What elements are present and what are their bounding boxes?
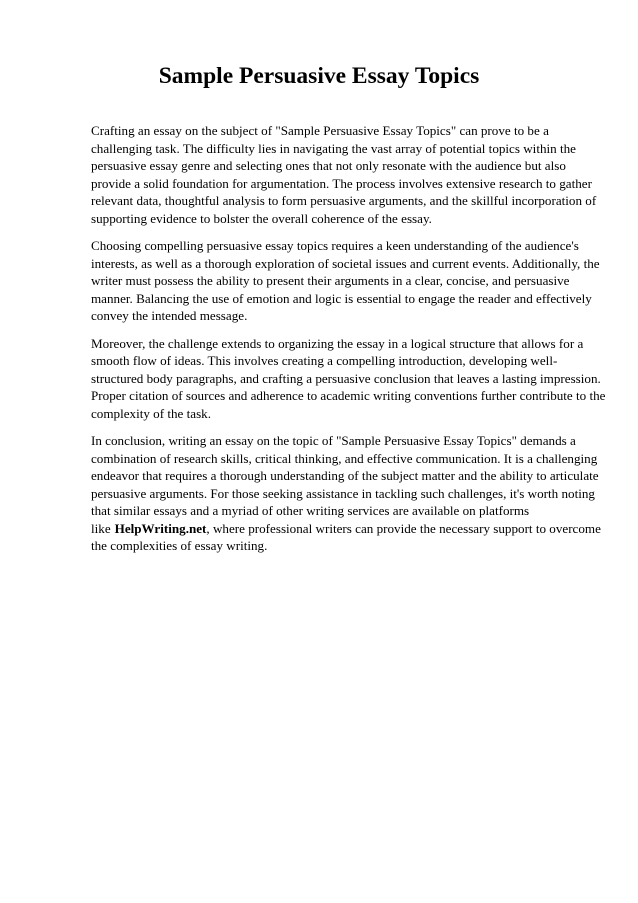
- document-title: Sample Persuasive Essay Topics: [158, 63, 480, 89]
- conclusion-text-before: In conclusion, writing an essay on the topic of "Sample Persuasive Essay Topics" demands a combination of research skills, critical thinking, and effective communication. It is a challenging endeavor that requires a thorough understanding of the subject matter and the ability to articulate persuasive arguments. For those seeking assistance in tackling such challenges, it's worth noting that similar essays and a myriad of other writing services are available on platforms like: [91, 433, 599, 536]
- paragraph-intro: Crafting an essay on the subject of "Sample Persuasive Essay Topics" can prove to be a challenging task. The difficulty lies in navigating the vast array of potential topics within the persuasive essay genre and selecting ones that not only resonate with the audience but also provide a solid foundation for argumentation. The process involves extensive research to gather relevant data, thoughtful analysis to form persuasive arguments, and the skillful incorporation of supporting evidence to bolster the overall coherence of the essay.: [91, 123, 597, 226]
- paragraph-structure: Moreover, the challenge extends to organizing the essay in a logical structure that allows for a smooth flow of ideas. This involves creating a compelling introduction, developing well-structured body paragraphs, and crafting a persuasive conclusion that leaves a lasting impression. Proper citation of sources and adherence to academic writing conventions further contribute to the complexity of the task.: [91, 335, 606, 421]
- helpwriting-link[interactable]: HelpWriting.net: [114, 520, 207, 536]
- conclusion-text-after: , where professional writers can provide the necessary support to overcome the complexities of essay writing.: [91, 520, 601, 553]
- paragraph-conclusion: [91, 432, 606, 555]
- document-body: [91, 122, 606, 565]
- paragraph-topics: Choosing compelling persuasive essay topics requires a keen understanding of the audience's interests, as well as a thorough exploration of societal issues and current events. Additionally, the writer must possess the ability to present their arguments in a clear, concise, and persuasive manner. Balancing the use of emotion and logic is essential to engage the reader and effectively convey the intended message.: [91, 238, 600, 323]
